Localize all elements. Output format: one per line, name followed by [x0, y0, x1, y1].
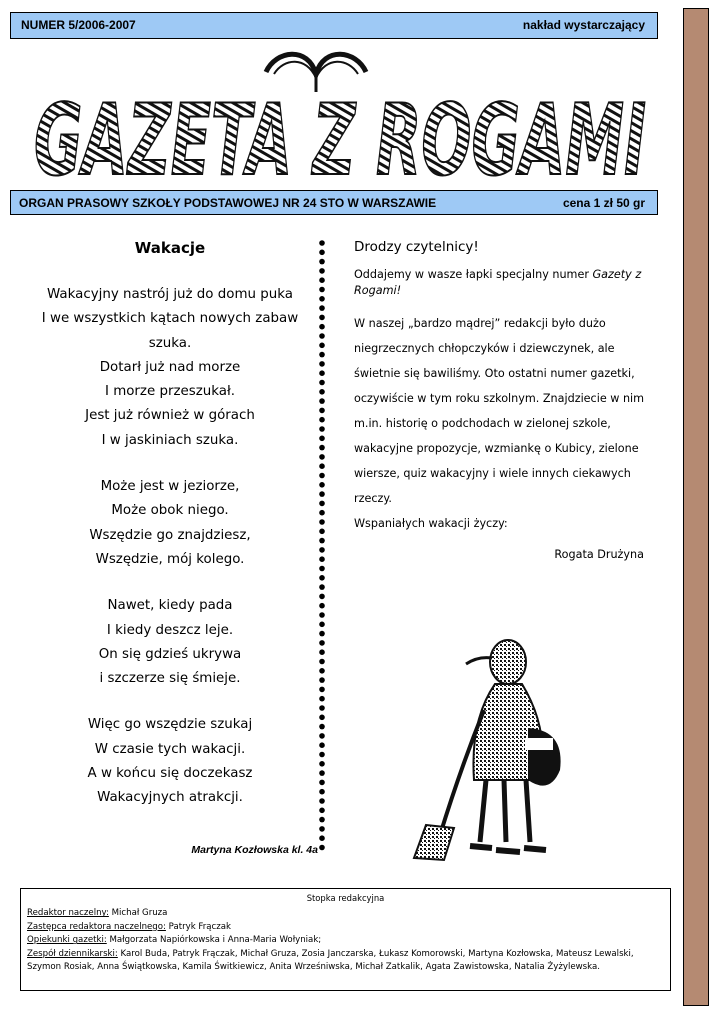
price: cena 1 zł 50 gr [562, 196, 645, 210]
poem-stanza [20, 475, 320, 572]
divider-dot [319, 510, 325, 516]
divider-dot [319, 584, 325, 590]
poem-author: Martyna Kozłowska kl. 4a [191, 844, 318, 856]
divider-dot [319, 370, 325, 376]
divider-dot [319, 845, 325, 851]
staff-role: Zespół dziennikarski: [27, 948, 118, 959]
divider-dot [319, 519, 325, 525]
poem-verse: szuka. [148, 335, 192, 351]
divider-dot [319, 259, 325, 265]
letter-line: rzeczy. [354, 492, 392, 505]
staff-entry [27, 907, 664, 920]
letter-line: świetnie się bawiliśmy. Oto ostatni numer gazetki, [354, 367, 635, 380]
staff-role: Zastępca redaktora naczelnego: [27, 921, 166, 932]
divider-dot [319, 659, 325, 665]
poem-verse: Wszędzie go znajdziesz, [89, 527, 251, 543]
letter-body [354, 311, 654, 536]
divider-dot [319, 389, 325, 395]
divider-dot [319, 649, 325, 655]
editorial-footer [20, 888, 671, 991]
subtitle: ORGAN PRASOWY SZKOŁY PODSTAWOWEJ NR 24 STO W WARSZAWIE [19, 196, 437, 210]
footer-title: Stopka redakcyjna [306, 893, 385, 903]
divider-dot [319, 780, 325, 786]
divider-dot [319, 594, 325, 600]
poem-title: Wakacje [134, 239, 206, 257]
divider-dot [319, 343, 325, 349]
divider-dot [319, 482, 325, 488]
masthead-title: GAZETA Z ROGAMI [34, 84, 646, 188]
dotted-column-divider [318, 240, 326, 852]
staff-names: Małgorzata Napiórkowska i Anna-Maria Wołyniak; [106, 935, 322, 946]
staff-names: Michał Gruza [108, 908, 168, 919]
divider-dot [319, 677, 325, 683]
divider-dot [319, 250, 325, 256]
letter-line: wakacyjne propozycje, wzmiankę o Kubicy, zielone [354, 442, 639, 455]
divider-dot [319, 826, 325, 832]
divider-dot [319, 733, 325, 739]
divider-dot [319, 324, 325, 330]
divider-dot [319, 547, 325, 553]
poem-verse: Może obok niego. [111, 503, 229, 519]
divider-dot [319, 463, 325, 469]
divider-dot [319, 715, 325, 721]
letter-lead-italic: Gazety z Rogami! [354, 268, 642, 297]
poem-verse: Wszędzie, mój kolego. [95, 551, 245, 567]
divider-dot [319, 491, 325, 497]
poem-verse: Wakacyjny nastrój już do domu puka [47, 287, 293, 302]
poem-verse: Dotarł już nad morze [99, 359, 241, 375]
poem-verse: I we wszystkich kątach nowych zabaw [41, 311, 299, 327]
divider-dot [319, 808, 325, 814]
decorative-side-stripe [683, 8, 709, 1006]
divider-dot [319, 398, 325, 404]
poem-verse: Może jest w jeziorze, [100, 479, 240, 495]
divider-dot [319, 445, 325, 451]
poem-verse: I w jaskiniach szuka. [101, 432, 239, 448]
subtitle-bar [10, 190, 658, 215]
divider-dot [319, 333, 325, 339]
letter-line: m.in. historię o podchodach w zielonej szkole, [354, 417, 611, 430]
divider-dot [319, 687, 325, 693]
divider-dot [319, 529, 325, 535]
poem-verse: W czasie tych wakacji. [94, 741, 246, 757]
divider-dot [319, 454, 325, 460]
divider-dot [319, 668, 325, 674]
letter-line: wiersze, quiz wakacyjny i wiele innych ciekawych [354, 467, 631, 480]
letter-line: oczywiście w tym roku szkolnym. Znajdziecie w nim [354, 392, 645, 405]
divider-dot [319, 501, 325, 507]
divider-dot [319, 835, 325, 841]
masthead-logo [16, 44, 664, 188]
divider-dot [319, 798, 325, 804]
divider-dot [319, 724, 325, 730]
letter-line: niegrzecznych chłopczyków i dziewczynek, ale [354, 342, 615, 355]
staff-entry [27, 934, 664, 947]
poem-stanza [20, 283, 320, 453]
divider-dot [319, 603, 325, 609]
divider-dot [319, 742, 325, 748]
divider-dot [319, 305, 325, 311]
divider-dot [319, 612, 325, 618]
poem-verse: I morze przeszukał. [104, 384, 236, 400]
divider-dot [319, 287, 325, 293]
editorial-letter [354, 236, 654, 561]
issue-bar [10, 12, 658, 39]
divider-dot [319, 417, 325, 423]
divider-dot [319, 268, 325, 274]
letter-line: W naszej „bardzo mądrej” redakcji było dużo [354, 317, 606, 330]
divider-dot [319, 566, 325, 572]
poem-verse: A w końcu się doczekasz [87, 766, 253, 782]
divider-dot [319, 296, 325, 302]
letter-signature: Rogata Drużyna [554, 548, 644, 561]
letter-lead [354, 267, 654, 299]
poem-column [20, 236, 320, 856]
poem-stanza [20, 594, 320, 691]
divider-dot [319, 426, 325, 432]
divider-dot [319, 538, 325, 544]
issue-number: NUMER 5/2006-2007 [21, 18, 136, 32]
letter-greeting: Drodzy czytelnicy! [354, 239, 479, 255]
divider-dot [319, 315, 325, 321]
divider-dot [319, 473, 325, 479]
divider-dot [319, 575, 325, 581]
sweeping-figure-illustration [400, 620, 575, 870]
staff-entry [27, 948, 664, 975]
divider-dot [319, 817, 325, 823]
poem-verse: i szczerze się śmieje. [99, 671, 241, 687]
poem-verse: Nawet, kiedy pada [107, 598, 233, 614]
divider-dot [319, 380, 325, 386]
poem-verse: On się gdzieś ukrywa [98, 646, 242, 662]
staff-entry [27, 921, 664, 934]
poem-body [20, 283, 320, 811]
letter-line: Wspaniałych wakacji życzy: [354, 517, 508, 530]
poem-stanza [20, 713, 320, 810]
staff-list [27, 907, 664, 974]
divider-dot [319, 770, 325, 776]
staff-names: Patryk Frączak [165, 921, 232, 932]
staff-names: Karol Buda, Patryk Frączak, Michał Gruza, Zosia Janczarska, Łukasz Komorowski, Martyna Kozłowska, Mateusz Lewalski, Szymon Rosiak, Anna Świątkowska, Kamila Świtkiewicz, Anita Wrześniwska, Michał Zatkalik, Agata Zawistowska, Natalia Żyżylewska. [27, 948, 634, 973]
divider-dot [319, 556, 325, 562]
circulation: nakład wystarczający [522, 18, 645, 32]
divider-dot [319, 705, 325, 711]
poem-verse: Więc go wszędzie szukaj [87, 717, 253, 733]
poem-verse: I kiedy deszcz leje. [106, 622, 234, 638]
divider-dot [319, 408, 325, 414]
staff-role: Opiekunki gazetki: [27, 935, 107, 946]
divider-dot [319, 696, 325, 702]
divider-dot [319, 352, 325, 358]
poem-verse: Jest już również w górach [85, 408, 255, 424]
divider-dot [319, 622, 325, 628]
divider-dot [319, 789, 325, 795]
divider-dot [319, 761, 325, 767]
divider-dot [319, 240, 325, 246]
divider-dot [319, 631, 325, 637]
poem-verse: Wakacyjnych atrakcji. [97, 790, 243, 806]
divider-dot [319, 277, 325, 283]
divider-dot [319, 361, 325, 367]
divider-dot [319, 640, 325, 646]
staff-role: Redaktor naczelny: [27, 908, 109, 919]
letter-lead-text: Oddajemy w wasze łapki specjalny numer [354, 268, 593, 281]
divider-dot [319, 752, 325, 758]
divider-dot [319, 436, 325, 442]
